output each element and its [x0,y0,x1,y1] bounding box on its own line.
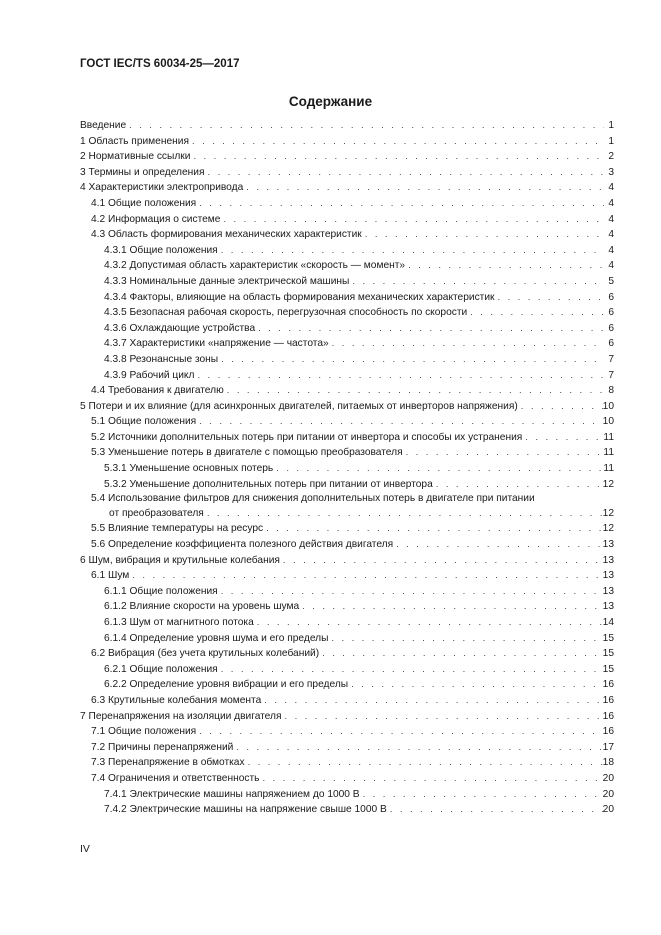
dot-leader [254,615,603,631]
dot-leader [495,290,605,306]
toc-entry-label: 6.2.1 Общие положения [104,663,218,675]
toc-entry[interactable] [80,212,614,228]
toc-entry-page: 15 [602,632,614,644]
toc-entry[interactable] [80,506,614,522]
toc-entry[interactable] [80,537,614,553]
toc-entry-page: 1 [608,120,614,131]
toc-entry-page: 4 [608,197,614,209]
toc-entry[interactable] [80,599,614,615]
toc-entry-page: 4 [608,182,614,194]
toc-entry-page: 6 [608,307,614,319]
toc-entry-label: 4.3.1 Общие положения [104,244,218,256]
toc-entry[interactable] [80,227,614,243]
dot-leader [518,399,603,415]
toc-entry-page: 12 [602,507,614,519]
toc-entry-page: 11 [603,447,614,459]
toc-entry-page: 20 [602,804,614,816]
toc-entry-label: 6.3 Крутильные колебания момента [91,694,262,706]
toc-entry[interactable] [80,802,614,818]
toc-entry[interactable] [80,492,614,506]
toc-entry-label: 4.3.5 Безопасная рабочая скорость, перегрузочная способность по скорости [104,307,468,319]
toc-entry-page: 16 [602,726,614,738]
toc-entry-label: 5 Потери и их влияние (для асинхронных двигателей, питаемых от инверторов напряжения) [80,400,518,412]
toc-entry-label: 4.3.8 Резонансные зоны [104,353,219,365]
dot-leader [255,321,604,337]
toc-entry-label: 5.3.2 Уменьшение дополнительных потерь при питании от инвертора [104,478,433,490]
toc-entry-label: 3 Термины и определения [80,166,205,178]
toc-entry-label: 7.3 Перенапряжение в обмотках [91,757,245,769]
toc-entry-page: 13 [602,554,614,566]
toc-entry[interactable] [80,461,614,477]
toc-entry-label: 7 Перенапряжения на изоляции двигателя [80,710,282,722]
toc-entry-label: 2 Нормативные ссылки [80,151,191,163]
toc-entry-label: 4.3.2 Допустимая область характеристик «скорость — момент» [104,260,406,272]
toc-entry-page: 18 [602,757,614,769]
toc-entry[interactable] [80,290,614,306]
toc-entry[interactable] [80,521,614,537]
dot-leader [190,149,604,165]
dot-leader [319,646,603,662]
dot-leader [194,368,604,384]
toc-entry-label: Введение [80,120,127,131]
toc-entry-page: 16 [602,694,614,706]
toc-entry[interactable] [80,430,614,446]
toc-entry[interactable] [80,165,614,181]
toc-entry-label: 6.2 Вибрация (без учета крутильных колебаний) [91,648,320,660]
toc-entry-label: 7.4.1 Электрические машины напряжением до 1000 В [104,788,360,800]
toc-entry[interactable] [80,709,614,725]
toc-entry[interactable] [80,274,614,290]
toc-entry-page: 12 [602,523,614,535]
toc-entry-page: 4 [608,213,614,225]
toc-entry-page: 4 [608,244,614,256]
toc-entry-label: 7.1 Общие положения [91,726,197,738]
toc-entry-label: 4.3 Область формирования механических характеристик [91,229,362,241]
toc-entry[interactable] [80,305,614,321]
toc-entry-label: 5.3.1 Уменьшение основных потерь [104,463,274,475]
dot-leader [280,553,603,569]
toc-entry-page: 6 [608,338,614,350]
toc-entry[interactable] [80,321,614,337]
toc-entry-page: 11 [603,431,614,443]
toc-entry[interactable] [80,677,614,693]
dot-leader [204,165,604,181]
toc-entry-label: 7.4.2 Электрические машины на напряжение свыше 1000 В [104,804,387,816]
dot-leader [218,243,604,259]
toc-entry-label: 4.2 Информация о системе [91,213,221,225]
toc-entry-page: 6 [608,322,614,334]
toc-entry[interactable] [80,414,614,430]
dot-leader [261,693,602,709]
toc-entry-page: 14 [602,617,614,628]
dot-leader [224,383,604,399]
toc-entry[interactable] [80,724,614,740]
dot-leader [273,461,603,477]
toc-entry[interactable] [80,445,614,461]
toc-entry[interactable] [80,149,614,165]
dot-leader [467,305,604,321]
toc-entry-label: 4.3.9 Рабочий цикл [104,369,195,381]
toc-entry[interactable] [80,553,614,569]
toc-entry-label: 4.3.6 Охлаждающие устройства [104,322,256,334]
dot-leader [349,274,604,290]
dot-leader [362,227,604,243]
toc-entry[interactable] [80,631,614,647]
toc-entry[interactable] [80,399,614,415]
table-of-contents [80,118,614,818]
toc-entry-page: 10 [602,400,614,412]
dot-leader [403,445,604,461]
dot-leader [360,787,603,803]
toc-entry-page: 4 [608,229,614,241]
toc-entry-label: 5.4 Использование фильтров для снижения дополнительных потерь в двигателе при питании [91,493,535,505]
toc-entry[interactable] [80,568,614,584]
toc-entry-label: 4.3.4 Факторы, влияющие на область формирования механических характеристик [104,291,495,303]
toc-entry[interactable] [80,615,614,631]
toc-entry-page: 5 [608,275,614,287]
toc-entry-page: 3 [608,166,614,178]
toc-entry-page: 20 [602,788,614,800]
toc-entry-page: 17 [602,741,614,753]
dot-leader [387,802,603,818]
toc-entry-label: 7.4 Ограничения и ответственность [91,772,260,784]
toc-entry-page: 13 [602,585,614,597]
dot-leader [263,521,603,537]
dot-leader [281,709,602,725]
toc-entry-page: 7 [608,369,614,381]
toc-entry-page: 16 [602,679,614,691]
toc-entry-label: 7.2 Причины перенапряжений [91,741,234,753]
toc-entry-page: 7 [608,353,614,365]
dot-leader [218,352,604,368]
toc-entry[interactable] [80,662,614,678]
dot-leader [196,724,602,740]
toc-entry-label: 4 Характеристики электропривода [80,182,244,194]
toc-entry[interactable] [80,196,614,212]
dot-leader [126,118,604,134]
dot-leader [243,180,604,196]
toc-entry[interactable] [80,740,614,756]
toc-entry-label: 6.2.2 Определение уровня вибрации и его пределы [104,679,349,691]
toc-entry-page: 13 [602,570,614,582]
toc-entry-label: 1 Область применения [80,135,189,147]
page-title: Содержание [288,94,373,109]
toc-entry-label: 5.2 Источники дополнительных потерь при питании от инвертора и способы их устранения [91,431,523,443]
dot-leader [405,258,604,274]
dot-leader [218,584,603,600]
toc-entry-label: 6.1 Шум [91,570,130,582]
toc-entry[interactable] [80,755,614,771]
toc-entry[interactable] [80,352,614,368]
toc-entry-page: 8 [608,385,614,397]
dot-leader [196,196,604,212]
dot-leader [393,537,603,553]
document-code: ГОСТ IEC/TS 60034-25—2017 [80,58,240,70]
toc-entry[interactable] [80,336,614,352]
dot-leader [245,755,603,771]
toc-entry-page: 1 [608,135,614,147]
page-number: IV [80,843,90,855]
toc-entry[interactable] [80,477,614,493]
toc-entry[interactable] [80,771,614,787]
toc-entry[interactable] [80,180,614,196]
toc-entry-page: 15 [602,663,614,675]
dot-leader [189,134,604,150]
toc-entry[interactable] [80,646,614,662]
toc-entry-page: 13 [602,539,614,551]
dot-leader [348,677,603,693]
dot-leader [129,568,602,584]
toc-entry-label: 4.4 Требования к двигателю [91,385,224,397]
toc-entry[interactable] [80,258,614,274]
toc-entry[interactable] [80,584,614,600]
toc-entry-page: 4 [608,260,614,272]
toc-entry[interactable] [80,134,614,150]
toc-entry-label: 5.6 Определение коэффициента полезного действия двигателя [91,539,394,551]
toc-entry-page: 10 [602,416,614,428]
toc-entry-page: 16 [602,710,614,722]
dot-leader [328,631,602,647]
dot-leader [220,212,604,228]
toc-entry-label: 6.1.1 Общие положения [104,585,218,597]
toc-entry-label: 4.3.7 Характеристики «напряжение — частота» [104,338,329,350]
dot-leader [329,336,604,352]
toc-entry[interactable] [80,787,614,803]
toc-entry[interactable] [80,368,614,384]
toc-entry-label: 5.5 Влияние температуры на ресурс [91,523,264,535]
toc-entry-label: 6.1.4 Определение уровня шума и его пределы [104,632,329,644]
toc-entry-page: 12 [602,478,614,490]
toc-entry-page: 20 [602,772,614,784]
dot-leader [259,771,602,787]
toc-entry[interactable] [80,693,614,709]
toc-entry-label: 6 Шум, вибрация и крутильные колебания [80,554,280,566]
toc-entry-page: 13 [602,601,614,613]
toc-entry[interactable] [80,243,614,259]
dot-leader [233,740,602,756]
dot-leader [196,414,602,430]
toc-entry[interactable] [80,383,614,399]
toc-entry-label: 5.3 Уменьшение потерь в двигателе с помощью преобразователя [91,447,403,459]
toc-entry-label: 4.1 Общие положения [91,197,197,209]
toc-entry-label: 5.1 Общие положения [91,416,197,428]
toc-entry-label: от преобразователя [109,507,204,519]
toc-entry[interactable] [80,118,614,134]
dot-leader [522,430,603,446]
toc-entry-page: 15 [602,648,614,660]
dot-leader [204,506,603,522]
dot-leader [433,477,603,493]
toc-entry-page: 6 [608,291,614,303]
toc-entry-label: 4.3.3 Номинальные данные электрической машины [104,275,350,287]
toc-entry-label: 6.1.2 Влияние скорости на уровень шума [104,601,300,613]
toc-entry-page: 2 [608,151,614,163]
toc-entry-label: 6.1.3 Шум от магнитного потока [104,617,254,628]
dot-leader [218,662,603,678]
dot-leader [299,599,602,615]
toc-entry-page: 11 [603,463,614,475]
